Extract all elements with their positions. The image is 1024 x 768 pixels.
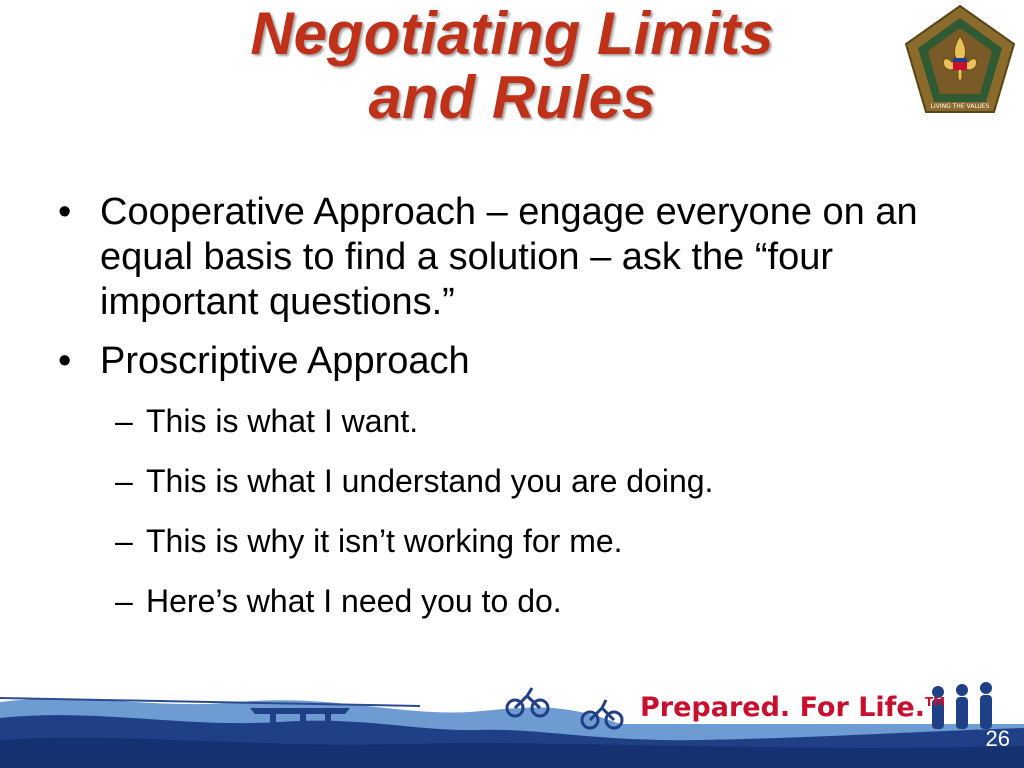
logo-ring-text: LIVING THE VALUES <box>930 103 990 110</box>
tagline-text: Prepared. For Life. <box>640 692 925 723</box>
bullet-text: Proscriptive Approach <box>100 340 470 382</box>
slide-title <box>0 2 1024 130</box>
sub-bullet-text: This is what I want. <box>146 403 419 439</box>
title-line-2: and Rules <box>368 64 656 131</box>
sub-bullet-text: This is why it isn’t working for me. <box>146 523 623 559</box>
page-number: 26 <box>985 726 1010 751</box>
sub-bullet-item <box>58 522 988 560</box>
bullet-marker: • <box>58 191 72 233</box>
bullet-text: Cooperative Approach – engage everyone on an equal basis to find a solution – ask the “four important questions.” <box>100 191 918 323</box>
sub-bullet-item <box>58 582 988 620</box>
sub-bullet-text: This is what I understand you are doing. <box>146 463 714 499</box>
sub-bullet-text: Here’s what I need you to do. <box>146 583 562 619</box>
slide-body <box>58 190 988 642</box>
sub-bullet-item <box>58 462 988 500</box>
title-line-1: Negotiating Limits <box>250 0 774 67</box>
bullet-item <box>58 339 988 384</box>
sub-bullet-item <box>58 402 988 440</box>
footer-tagline <box>640 692 945 723</box>
bullet-marker: • <box>58 340 72 382</box>
dash-marker: – <box>115 523 133 559</box>
dash-marker: – <box>115 403 133 439</box>
trademark-mark: TM <box>924 695 946 709</box>
bullet-item <box>58 190 988 325</box>
dash-marker: – <box>115 583 133 619</box>
dash-marker: – <box>115 463 133 499</box>
wood-badge-logo-icon <box>902 2 1018 118</box>
